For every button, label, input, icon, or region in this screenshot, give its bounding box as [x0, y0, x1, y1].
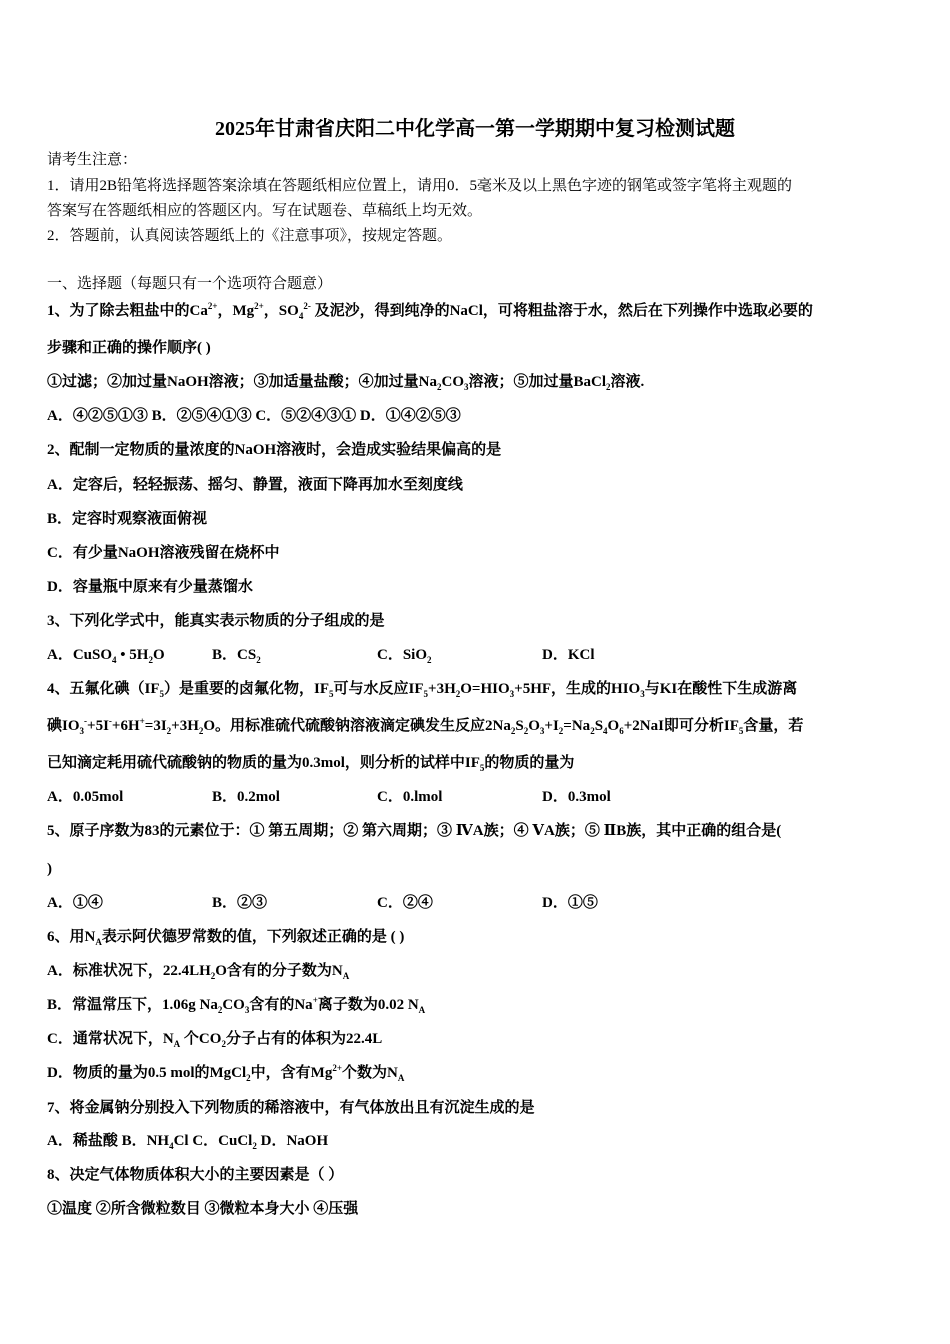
text-segment: 分子占有的体积为22.4L [225, 1031, 383, 1047]
text-segment: C．SiO [377, 647, 428, 663]
text-line [47, 509, 207, 529]
text-segment: 溶液. [610, 374, 645, 390]
page-title: 2025年甘肃省庆阳二中化学高一第一学期期中复习检测试题 [215, 118, 735, 140]
text-segment: 3、下列化学式中，能真实表示物质的分子组成的是 [47, 613, 385, 629]
text-segment: 的物质的量为 [484, 755, 575, 771]
text-segment: 可与水反应IF [333, 681, 424, 697]
text-segment: O。用标准硫代硫酸钠溶液滴定碘发生反应2Na [203, 718, 511, 734]
text-segment: 5 [159, 689, 165, 699]
text-line [47, 301, 813, 321]
text-segment: 7、将金属钠分别投入下列物质的稀溶液中，有气体放出且有沉淀生成的是 [47, 1100, 535, 1116]
text-segment: ，SO [263, 303, 299, 319]
answer-option [377, 893, 542, 913]
text-segment: 2 [437, 382, 442, 392]
text-segment: C．通常状况下，N [47, 1031, 174, 1047]
text-segment: 碘IO [47, 718, 80, 734]
text-segment: 3 [509, 689, 515, 699]
text-segment: 表示阿伏德罗常数的值，下列叙述正确的是 ( ) [101, 929, 405, 945]
text-line [47, 859, 52, 879]
text-segment: B．定容时观察液面俯视 [47, 511, 208, 527]
text-segment: 2- [303, 301, 311, 311]
text-segment: O [152, 647, 165, 663]
text-line [47, 787, 707, 807]
text-line [47, 927, 404, 947]
text-segment: • 5H [116, 647, 149, 663]
text-segment: 4 [603, 726, 608, 736]
text-line [47, 753, 574, 773]
text-segment: +3H [428, 681, 456, 697]
text-segment: B．CS [212, 647, 257, 663]
text-segment: 6、用N [47, 929, 96, 945]
text-segment: ，Mg [217, 303, 255, 319]
text-segment: 3 [244, 1005, 250, 1015]
text-segment: - [108, 716, 112, 726]
text-segment: 一、选择题（每题只有一个选项符合题意） [47, 276, 333, 292]
text-line [47, 201, 482, 221]
text-line [47, 1165, 343, 1185]
text-segment: 5 [479, 763, 485, 773]
text-line [47, 475, 463, 495]
text-segment: 4 [112, 655, 117, 665]
text-segment: A [342, 971, 350, 981]
text-segment: +5I [87, 718, 109, 734]
text-segment: + [312, 995, 318, 1005]
text-segment: 含量，若 [743, 718, 804, 734]
text-segment: 2+ [332, 1063, 342, 1073]
text-segment: 2 [166, 726, 172, 736]
text-segment: ①过滤；②加过量NaOH溶液；③加适量盐酸；④加过量Na [47, 374, 438, 390]
text-segment: 3 [539, 726, 545, 736]
text-segment: 2 [217, 1005, 223, 1015]
text-segment: 5 [329, 689, 334, 699]
text-line [47, 577, 253, 597]
text-segment: A [397, 1073, 405, 1083]
text-segment: 5、原子序数为83的元素位于：① 第五周期；② 第六周期；③ ⅣA族；④ ⅤA族；⑤ ⅡB族，其中正确的组合是( [47, 823, 782, 839]
text-segment: 2．答题前，认真阅读答题纸上的《注意事项》，按规定答题。 [47, 228, 453, 244]
text-segment: 4、五氟化碘（IF [47, 681, 160, 697]
text-line [47, 176, 792, 196]
text-segment: 3 [79, 726, 85, 736]
text-segment: D．0.3mol [542, 789, 611, 805]
text-segment: A．①④ [47, 895, 103, 911]
text-segment: 8、决定气体物质体积大小的主要因素是（ ） [47, 1167, 344, 1183]
text-segment: 离子数为0.02 N [317, 997, 419, 1013]
answer-option [212, 787, 377, 807]
text-line [47, 226, 452, 246]
text-segment: 2 [427, 655, 432, 665]
text-line [47, 338, 211, 358]
text-segment: A．④②⑤①③ B．②⑤④①③ C．⑤②④③① D．①④②⑤③ [47, 408, 461, 424]
answer-option [47, 893, 212, 913]
answer-option [47, 787, 212, 807]
text-segment: A．0.05mol [47, 789, 124, 805]
text-segment: +I [544, 718, 559, 734]
text-segment: 含有的Na [249, 997, 313, 1013]
text-line [47, 440, 501, 460]
text-segment: 已知滴定耗用硫代硫酸钠的物质的量为0.3mol，则分析的试样中IF [47, 755, 480, 771]
text-segment: 个CO [180, 1031, 222, 1047]
text-segment: CO [222, 997, 245, 1013]
text-segment: 及泥沙，得到纯净的NaCl，可将粗盐溶于水，然后在下列操作中选取必要的 [310, 303, 813, 319]
text-segment: 3 [640, 689, 645, 699]
text-line [47, 995, 425, 1015]
text-line [47, 611, 385, 631]
text-segment: S [594, 718, 604, 734]
text-segment: A．CuSO [47, 647, 113, 663]
text-segment: - [84, 716, 88, 726]
answer-option [47, 645, 212, 665]
text-segment: 2 [246, 1073, 251, 1083]
text-segment: 5 [423, 689, 429, 699]
text-segment: D．NaOH [256, 1133, 329, 1149]
text-segment: 答案写在答题纸相应的答题区内。写在试题卷、草稿纸上均无效。 [47, 203, 483, 219]
text-line [47, 1199, 358, 1219]
text-line [47, 716, 803, 736]
text-segment: 1．请用2B铅笔将选择题答案涂填在答题纸相应位置上，请用0．5毫米及以上黑色字迹的钢笔或签字笔将主观题的 [47, 178, 793, 194]
text-segment: 1、为了除去粗盐中的Ca [47, 303, 208, 319]
text-segment: A．标准状况下，22.4LH [47, 963, 211, 979]
text-segment: O含有的分子数为N [215, 963, 343, 979]
text-line [47, 679, 797, 699]
text-segment: 2 [148, 655, 153, 665]
text-segment: 2 [256, 655, 261, 665]
text-segment: 个数为N [341, 1065, 398, 1081]
text-line [47, 543, 280, 563]
text-segment: 4 [298, 311, 304, 321]
text-segment: 6 [619, 726, 624, 736]
text-segment: C．0.lmol [377, 789, 443, 805]
answer-option [542, 645, 707, 665]
text-segment: 2 [198, 726, 204, 736]
text-segment: D．物质的量为0.5 mol的MgCl [47, 1065, 247, 1081]
text-segment: S [515, 718, 524, 734]
text-line [47, 821, 781, 841]
text-segment: 请考生注意： [47, 152, 138, 168]
text-segment: +2NaI即可分析IF [623, 718, 739, 734]
text-segment: 4 [169, 1141, 174, 1151]
text-segment: ①温度 ②所含微粒数目 ③微粒本身大小 ④压强 [47, 1201, 359, 1217]
text-segment: C．有少量NaOH溶液残留在烧杯中 [47, 545, 280, 561]
text-line [47, 406, 461, 426]
text-segment: 2、配制一定物质的量浓度的NaOH溶液时，会造成实验结果偏高的是 [47, 442, 502, 458]
text-segment: 2 [455, 689, 461, 699]
text-segment: A [95, 937, 102, 947]
text-segment: Cl C．CuCl [173, 1133, 253, 1149]
text-segment: D．①⑤ [542, 895, 598, 911]
text-segment: 2 [606, 382, 611, 392]
text-line [47, 961, 349, 981]
text-segment: =3I [144, 718, 167, 734]
text-segment: B．②③ [212, 895, 268, 911]
text-segment: D．容量瓶中原来有少量蒸馏水 [47, 579, 253, 595]
answer-option [542, 787, 707, 807]
text-line [47, 1131, 328, 1151]
text-segment: 2 [221, 1039, 226, 1049]
text-segment: B．0.2mol [212, 789, 280, 805]
text-segment: 步骤和正确的操作顺序( ) [47, 340, 211, 356]
text-line [47, 645, 707, 665]
text-segment: 2 [210, 971, 216, 981]
text-segment: 与KI在酸性下生成游离 [644, 681, 798, 697]
answer-option [542, 893, 707, 913]
text-segment: O [528, 718, 540, 734]
text-segment: =Na [563, 718, 591, 734]
text-segment: +6H [111, 718, 140, 734]
text-line [47, 1063, 404, 1083]
text-segment: 中，含有Mg [250, 1065, 333, 1081]
text-line [47, 372, 644, 392]
text-segment: O [607, 718, 620, 734]
text-segment: A [418, 1005, 426, 1015]
text-segment: 3 [464, 382, 469, 392]
text-segment: 2 [590, 726, 595, 736]
text-segment: A [173, 1039, 181, 1049]
text-segment: 2 [523, 726, 529, 736]
answer-option [212, 645, 377, 665]
answer-option [212, 893, 377, 913]
answer-option [377, 787, 542, 807]
text-segment: + [139, 716, 145, 726]
text-segment: 2+ [207, 301, 218, 311]
text-line [47, 274, 332, 294]
text-segment: ）是重要的卤氟化物，IF [164, 681, 330, 697]
text-line [47, 1098, 535, 1118]
text-segment: A．定容后，轻轻振荡、摇匀、静置，液面下降再加水至刻度线 [47, 477, 463, 493]
text-segment: 2 [252, 1141, 257, 1151]
text-segment: A．稀盐酸 B．NH [47, 1133, 170, 1149]
text-segment: 2+ [254, 301, 264, 311]
text-segment: +5HF，生成的HIO [514, 681, 641, 697]
text-segment: B．常温常压下，1.06g Na [47, 997, 218, 1013]
text-line [47, 150, 137, 170]
answer-option [377, 645, 542, 665]
text-segment: 2 [510, 726, 516, 736]
text-segment: D．KCl [542, 647, 595, 663]
text-segment: CO [441, 374, 465, 390]
text-line [47, 1029, 382, 1049]
text-line [47, 893, 707, 913]
text-segment: 溶液；⑤加过量BaCl [468, 374, 607, 390]
text-segment: C．②④ [377, 895, 433, 911]
text-segment: 2 [558, 726, 564, 736]
text-segment: +3H [171, 718, 199, 734]
text-segment: 5 [738, 726, 744, 736]
text-segment: ) [47, 861, 52, 877]
text-segment: O=HIO [460, 681, 510, 697]
